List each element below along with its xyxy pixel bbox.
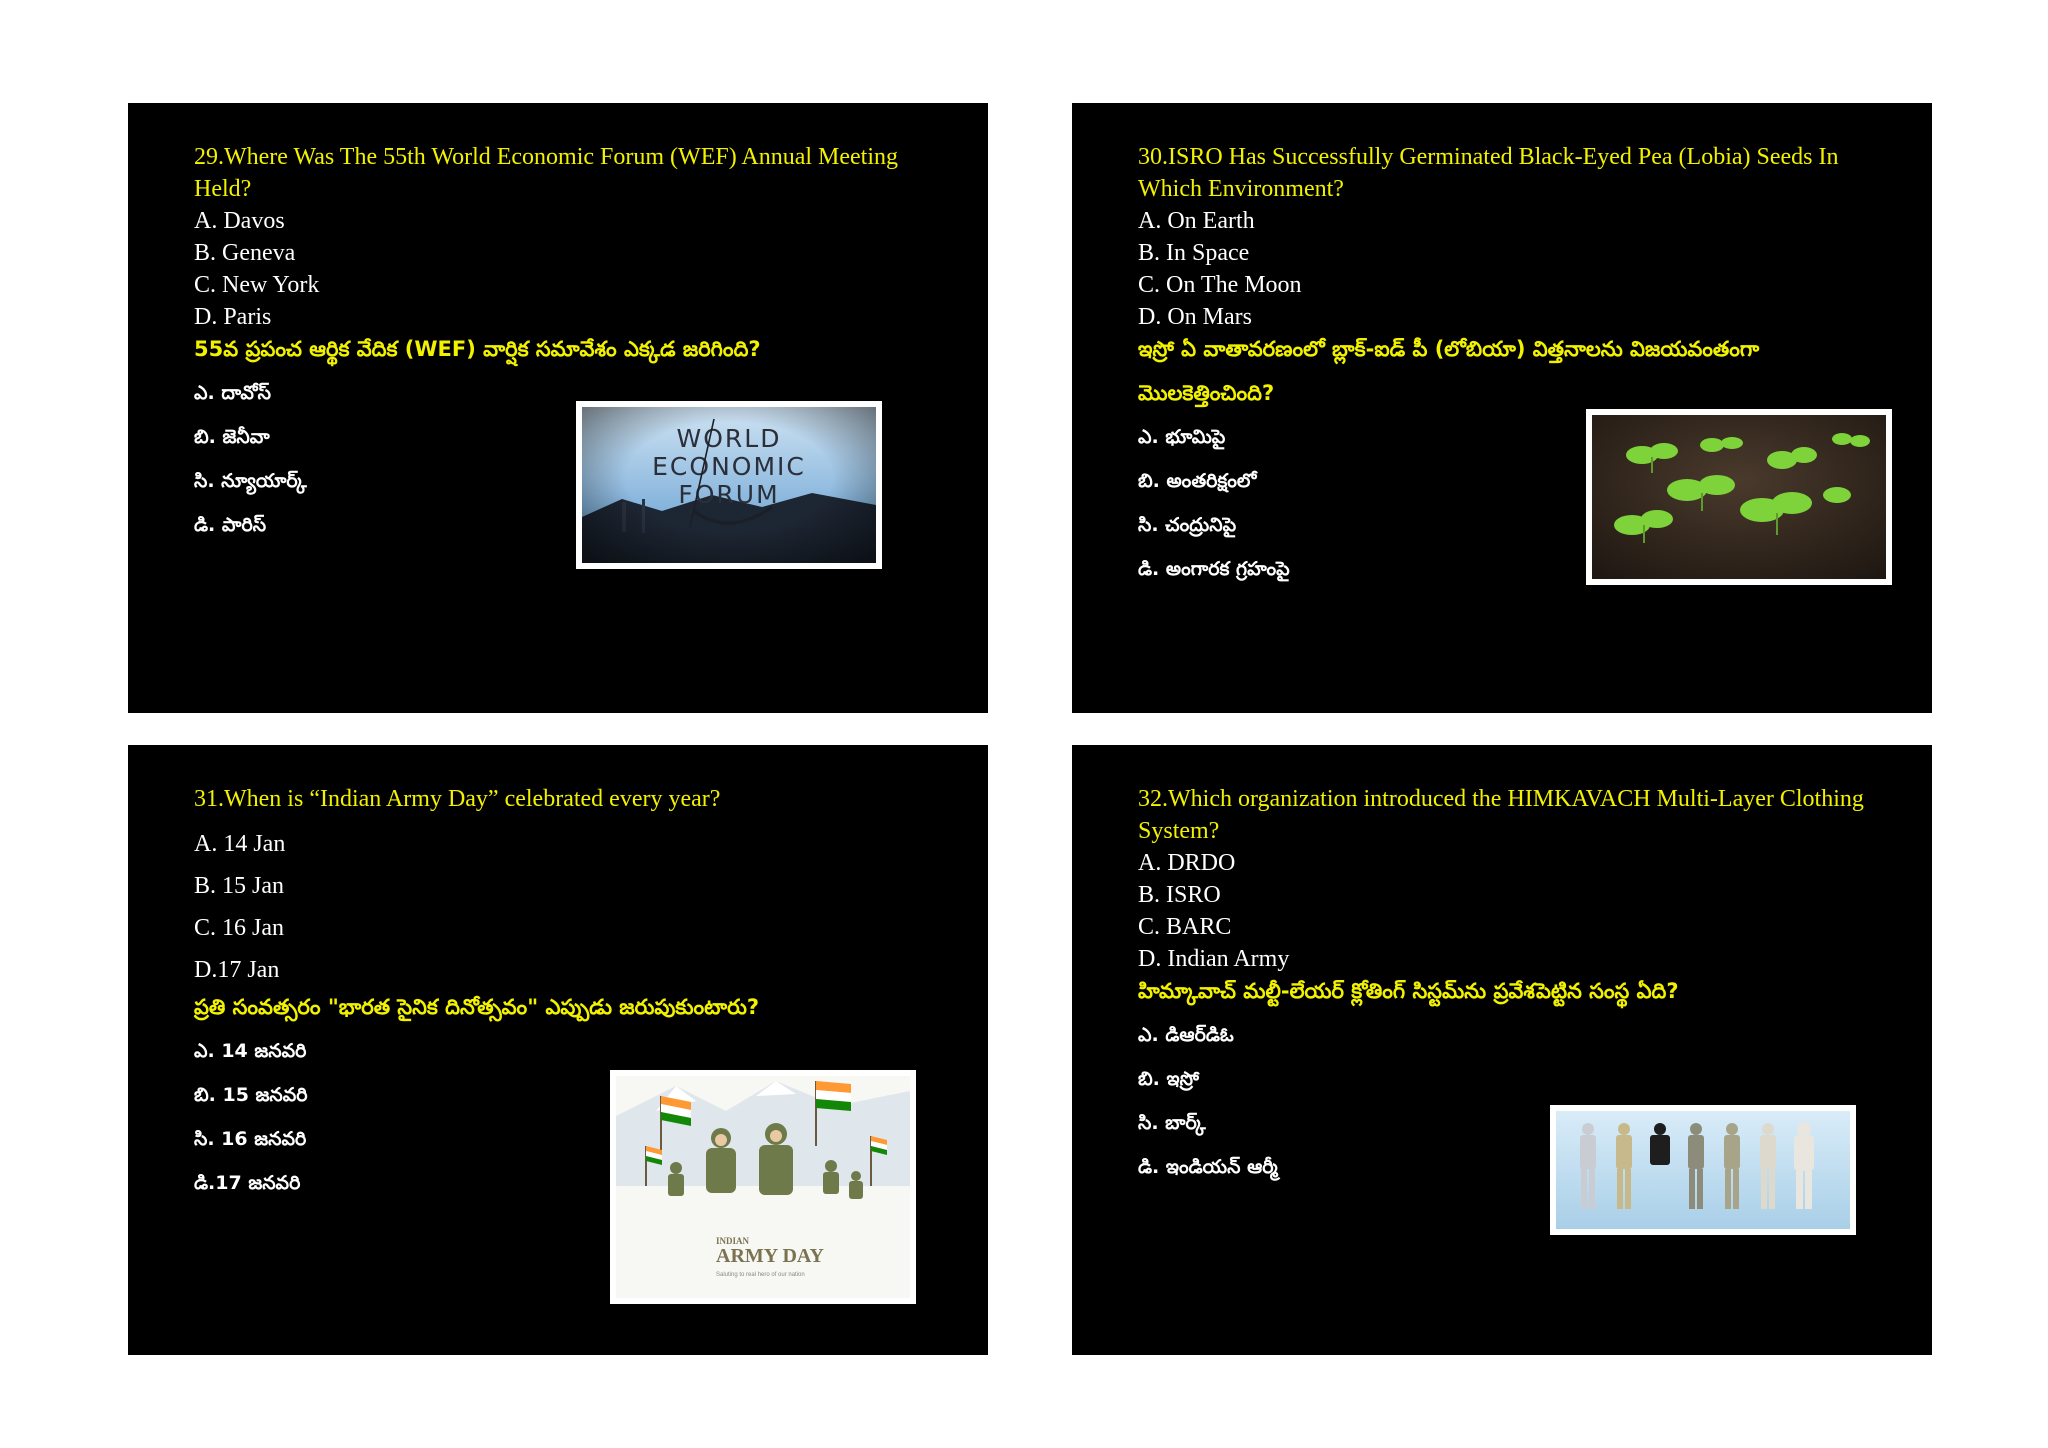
option-en: D. Indian Army: [1138, 946, 1290, 972]
wef-word-1: WORLD: [676, 424, 782, 453]
question-en: 29.Where Was The 55th World Economic Forum (WEF) Annual Meeting Held?: [194, 144, 899, 202]
option-en: D.17 Jan: [194, 957, 280, 983]
seedling-image: [1586, 409, 1892, 585]
option-te: బి. జెనీవా: [194, 426, 270, 448]
option-te: ఎ. డిఆర్‌డిఓ: [1138, 1024, 1234, 1046]
option-en: C. 16 Jan: [194, 915, 284, 941]
slide-29: [128, 103, 988, 713]
option-en: D. Paris: [194, 304, 272, 330]
option-te: బి. 15 జనవరి: [194, 1084, 308, 1106]
army-day-image: [610, 1070, 916, 1304]
option-te: ఎ. భూమిపై: [1138, 426, 1226, 448]
option-en: C. On The Moon: [1138, 272, 1302, 298]
army-day-small-text: INDIAN: [716, 1236, 750, 1246]
question-en: 32.Which organization introduced the HIMKAVACH Multi-Layer Clothing System?: [1138, 786, 1864, 844]
option-te: సి. చంద్రునిపై: [1138, 514, 1237, 536]
option-en: A. DRDO: [1138, 850, 1236, 876]
wef-word-2: ECONOMIC: [652, 452, 806, 481]
option-en: C. BARC: [1138, 914, 1232, 940]
option-te: డి. అంగారక గ్రహంపై: [1138, 558, 1290, 580]
option-en: B. ISRO: [1138, 882, 1221, 908]
wef-word-3: FORUM: [678, 480, 780, 509]
option-te: సి. బార్క్: [1138, 1112, 1206, 1134]
question-te-line-2: మొలకెత్తించింది?: [1138, 381, 1275, 405]
question-te: హిమ్కావాచ్ మల్టీ-లేయర్ క్లోతింగ్ సిస్టమ్‌ను ప్రవేశపెట్టిన సంస్థ ఏది?: [1138, 979, 1679, 1003]
option-en: A. 14 Jan: [194, 831, 286, 857]
option-en: C. New York: [194, 272, 320, 298]
wef-logo-image: [576, 401, 882, 569]
option-te: సి. న్యూయార్క్: [194, 470, 307, 492]
option-en: A. Davos: [194, 208, 285, 234]
question-en: 31.When is “Indian Army Day” celebrated every year?: [194, 786, 721, 812]
option-te: బి. అంతరిక్షంలో: [1138, 470, 1257, 492]
himkavach-clothing-image: [1550, 1105, 1856, 1235]
slide-32: [1072, 745, 1932, 1355]
question-en: 30.ISRO Has Successfully Germinated Black-Eyed Pea (Lobia) Seeds In Which Environment?: [1138, 144, 1839, 202]
option-te: డి. ఇండియన్ ఆర్మీ: [1138, 1156, 1278, 1178]
slide-31: [128, 745, 988, 1355]
question-te: 55వ ప్రపంచ ఆర్థిక వేదిక (WEF) వార్షిక సమావేశం ఎక్కడ జరిగింది?: [194, 337, 761, 361]
option-en: B. Geneva: [194, 240, 296, 266]
army-day-title: ARMY DAY: [716, 1245, 824, 1267]
option-te: డి. పారిస్: [194, 514, 267, 536]
option-en: B. 15 Jan: [194, 873, 284, 899]
question-te: ఇస్రో ఏ వాతావరణంలో బ్లాక్-ఐడ్ పీ (లోబియా) విత్తనాలను విజయవంతంగా: [1138, 337, 1760, 361]
option-te: ఎ. 14 జనవరి: [194, 1040, 307, 1062]
army-day-tagline: Saluting to real hero of our nation: [716, 1272, 805, 1278]
slide-30: [1072, 103, 1932, 713]
option-en: B. In Space: [1138, 240, 1250, 266]
option-en: D. On Mars: [1138, 304, 1252, 330]
option-en: A. On Earth: [1138, 208, 1255, 234]
option-te: బి. ఇస్రో: [1138, 1068, 1199, 1090]
option-te: సి. 16 జనవరి: [194, 1128, 307, 1150]
option-te: ఎ. దావోస్: [194, 382, 271, 404]
question-te: ప్రతి సంవత్సరం "భారత సైనిక దినోత్సవం" ఎప్పుడు జరుపుకుంటారు?: [194, 995, 760, 1019]
option-te: డి.17 జనవరి: [194, 1172, 301, 1194]
